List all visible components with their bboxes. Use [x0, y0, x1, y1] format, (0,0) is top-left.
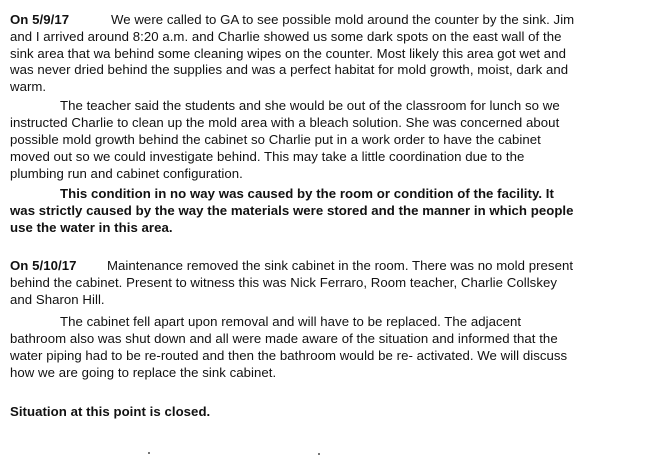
- entry-1-line-3: sink area that wa behind some cleaning wipes on the counter. Most likely this area got wet and: [10, 46, 566, 61]
- entry-2-line-1: On 5/10/17 Maintenance removed the sink cabinet in the room. There was no mold present: [10, 258, 574, 273]
- entry-2-para2-line-2: bathroom also was shut down and all were made aware of the situation and informed that the: [10, 331, 558, 346]
- entry-1-para2-line-3: possible mold growth behind the cabinet so Charlie put in a work order to have the cabinet: [10, 132, 541, 147]
- entry-1-para2-line-1: The teacher said the students and she would be out of the classroom for lunch so we: [60, 98, 560, 113]
- entry-1-para3-line-1: This condition in no way was caused by the room or condition of the facility. It: [60, 186, 554, 201]
- entry-2-line-3: and Sharon Hill.: [10, 292, 105, 307]
- entry-1-date: On 5/9/17: [10, 12, 70, 27]
- entry-1-para2-line-2: instructed Charlie to clean up the mold area with a bleach solution. She was concerned about: [10, 115, 560, 130]
- entry-2-para2-line-4: how we are going to replace the sink cabinet.: [10, 365, 277, 380]
- entry-1-para3-line-2: was strictly caused by the way the materials were stored and the manner in which people: [10, 203, 574, 218]
- scan-speck: [318, 453, 320, 455]
- entry-1-line-1: On 5/9/17 We were called to GA to see possible mold around the counter by the sink. Jim: [10, 12, 575, 27]
- entry-1-para3-line-3: use the water in this area.: [10, 220, 173, 235]
- entry-2-line-2: behind the cabinet. Present to witness this was Nick Ferraro, Room teacher, Charlie Collskey: [10, 275, 557, 290]
- closing-statement: Situation at this point is closed.: [10, 404, 211, 419]
- entry-2-date: On 5/10/17: [10, 258, 77, 273]
- entry-1-line-4: was never dried behind the supplies and was a perfect habitat for mold growth, moist, dark and: [10, 62, 569, 77]
- entry-1-line-2: and I arrived around 8:20 a.m. and Charlie showed us some dark spots on the east wall of the: [10, 29, 562, 44]
- scan-speck: [148, 452, 150, 454]
- entry-2-para2-line-1: The cabinet fell apart upon removal and will have to be replaced. The adjacent: [60, 314, 522, 329]
- entry-1-line-5: warm.: [10, 79, 47, 94]
- entry-1-para2-line-5: plumbing run and cabinet configuration.: [10, 166, 243, 181]
- entry-2-para2-line-3: water piping had to be re-routed and then the bathroom would be re- activated. We will discuss: [10, 348, 568, 363]
- entry-1-para2-line-4: moved out so we could investigate behind. This may take a little coordination due to the: [10, 149, 525, 164]
